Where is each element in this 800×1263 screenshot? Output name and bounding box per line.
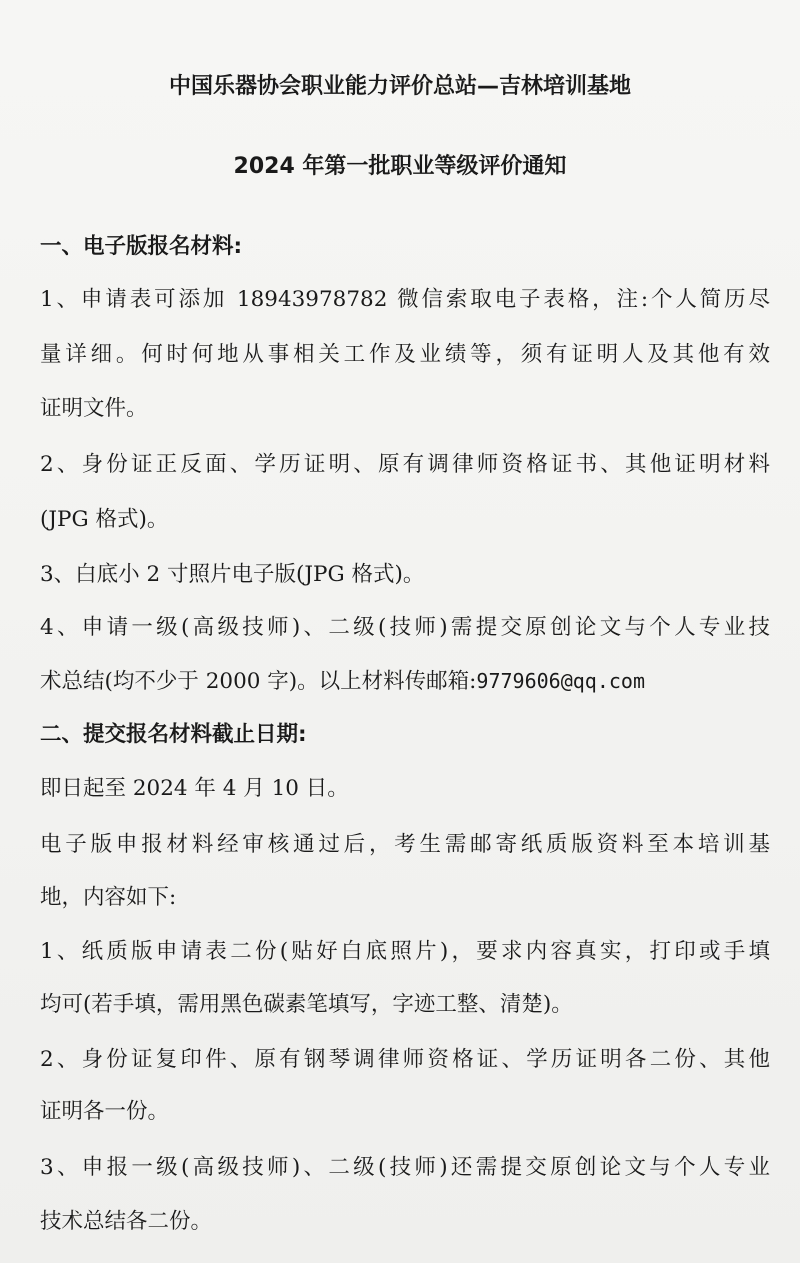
paper-item-2-line-2: 证明各一份。: [40, 1099, 170, 1124]
section-2-heading: 二、提交报名材料截止日期:: [40, 722, 307, 747]
document-subtitle: 2024 年第一批职业等级评价通知: [233, 154, 567, 179]
section-1-item-1-line-1: 1、申请表可添加 18943978782 微信索取电子表格，注:个人简历尽: [40, 287, 770, 312]
paper-intro-line-2: 地，内容如下:: [40, 885, 177, 910]
document-title: 中国乐器协会职业能力评价总站—吉林培训基地: [168, 74, 631, 99]
section-1-item-2-line-1: 2、身份证正反面、学历证明、原有调律师资格证书、其他证明材料: [40, 452, 770, 477]
section-1-item-4-line-2: [40, 666, 770, 697]
paper-item-3-line-1: 3、申报一级(高级技师)、二级(技师)还需提交原创论文与个人专业: [40, 1155, 770, 1180]
paper-item-1-line-2: 均可(若手填，需用黑色碳素笔填写，字迹工整、清楚)。: [40, 992, 573, 1017]
contact-email: 9779606@qq.com: [476, 669, 645, 693]
section-1-item-4-text: 术总结(均不少于 2000 字)。以上材料传邮箱:: [40, 669, 477, 694]
section-1-item-2-line-2: (JPG 格式)。: [40, 507, 169, 532]
section-1-item-4-line-1: 4、申请一级(高级技师)、二级(技师)需提交原创论文与个人专业技: [40, 615, 770, 640]
deadline-text: 即日起至 2024 年 4 月 10 日。: [40, 776, 349, 801]
section-1-item-3-line-1: 3、白底小 2 寸照片电子版(JPG 格式)。: [40, 562, 425, 587]
section-1-item-1-line-2: 量详细。何时何地从事相关工作及业绩等，须有证明人及其他有效: [40, 342, 770, 367]
paper-item-1-line-1: 1、纸质版申请表二份(贴好白底照片)，要求内容真实，打印或手填: [40, 939, 770, 964]
section-1-item-1-line-3: 证明文件。: [40, 396, 148, 421]
paper-intro-line-1: 电子版申报材料经审核通过后，考生需邮寄纸质版资料至本培训基: [40, 832, 770, 857]
section-1-heading: 一、电子版报名材料:: [40, 234, 243, 259]
paper-item-3-line-2: 技术总结各二份。: [40, 1209, 213, 1234]
paper-item-2-line-1: 2、身份证复印件、原有钢琴调律师资格证、学历证明各二份、其他: [40, 1047, 770, 1072]
